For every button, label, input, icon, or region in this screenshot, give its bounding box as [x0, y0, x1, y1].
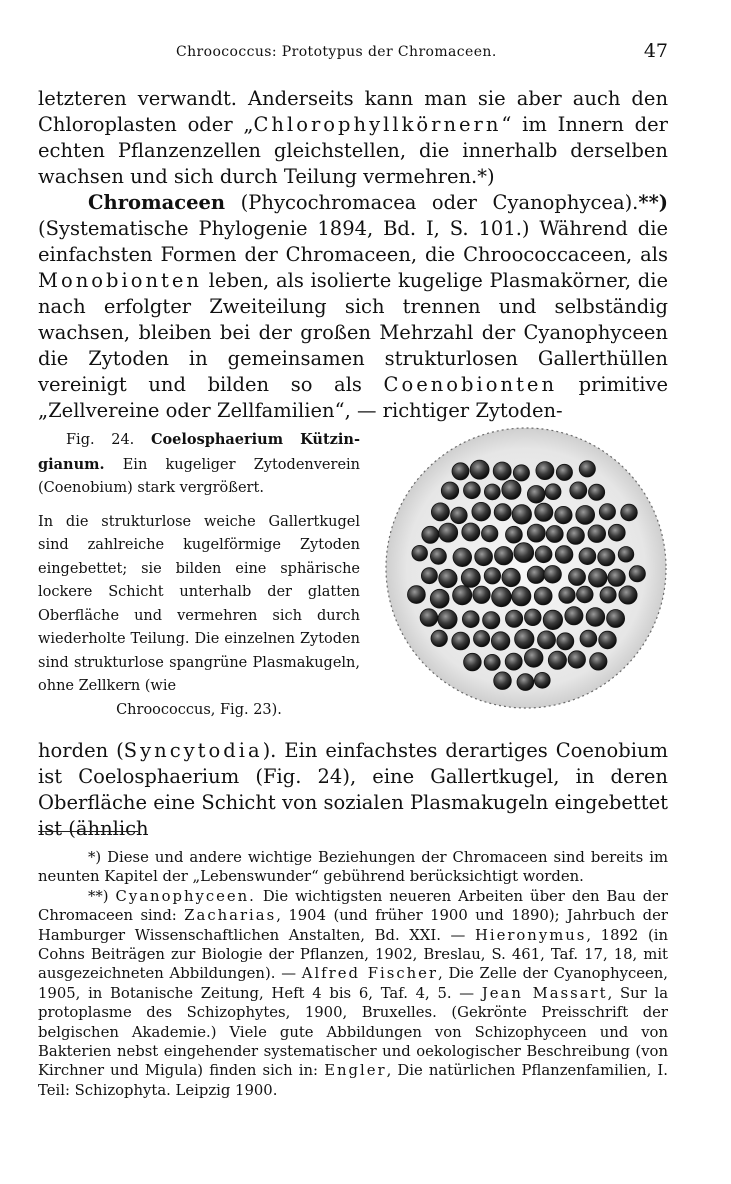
p2-spaced-b: Coenobionten	[383, 373, 557, 396]
cytode-cell	[431, 503, 449, 521]
p2-bold-b: **)	[638, 191, 668, 214]
fn2-spaced-b: Zacharias	[184, 907, 277, 925]
cytode-cell	[544, 566, 562, 584]
fn2-e: , Sur la protoplasme des Schizophytes, 1900, Bruxelles. (Gekrönte Preisschrift der belgischen Akademie.) Viele gute Abbildungen von Schizophyceen und von Bakterien nebst eingehender systematischer und oekologischer Beschreibung (von Kirchner und Migula) finden sich in:	[38, 984, 669, 1080]
cytode-cell	[576, 506, 595, 525]
cytode-cell	[621, 504, 638, 521]
cytode-cell	[494, 504, 511, 521]
cytode-cell	[452, 463, 469, 480]
cytode-cell	[600, 587, 616, 603]
cytode-cell	[494, 672, 512, 690]
cytode-cell	[618, 547, 634, 563]
cytode-cell	[567, 527, 584, 544]
cytode-cell	[619, 586, 637, 604]
cytode-cell	[570, 482, 587, 499]
cytode-cell	[607, 610, 625, 628]
cytode-cell	[474, 631, 490, 647]
coelosphaerium-figure	[378, 420, 678, 720]
cytode-cell	[495, 547, 513, 565]
cytode-cell	[439, 569, 457, 587]
fn2-a: Die wichtigsten neueren Arbeiten über den Bau der Chromaceen sind:	[38, 887, 668, 925]
cytode-cell	[517, 674, 534, 691]
p2-text-c: leben, als isolierte kugelige Plasmakörner, die nach erfolgter Zweiteilung sich trennen und selbständig wachsen, bleiben bei der großen Mehrzahl der Cyanophyceen die Zytoden in gemeinsamen strukturlosen Gallerthüllen vereinigt und bilden so als	[38, 269, 668, 396]
p2-text-a: (Phycochromacea oder Cyanophycea).	[225, 191, 639, 214]
cytode-cell	[464, 653, 482, 671]
cytode-cell	[590, 653, 607, 670]
cytode-cell	[475, 548, 493, 566]
cytode-cell	[569, 569, 586, 586]
cytode-cell	[491, 632, 509, 650]
fn2-spaced-f: Engler	[324, 1062, 387, 1080]
cytode-cell	[473, 586, 490, 603]
cytode-cell	[430, 589, 449, 608]
cytode-cell	[534, 672, 550, 688]
coelosphaerium-illustration	[378, 420, 678, 720]
cytode-cell	[422, 526, 439, 543]
cytode-cell	[534, 587, 552, 605]
cytode-cell	[514, 543, 534, 563]
cytode-cell	[502, 480, 521, 499]
p3-spaced-a: Syncytodia	[123, 739, 263, 762]
cytode-cell	[451, 507, 468, 524]
cytode-cell	[431, 630, 447, 646]
fn2-spaced-a: Cyanophyceen.	[115, 887, 256, 905]
cytode-cell	[515, 629, 534, 648]
cytode-cell	[538, 631, 556, 649]
cytode-cell	[483, 612, 500, 629]
cytode-cell	[559, 587, 575, 603]
fn2-spaced-d: Alfred Fischer	[301, 965, 438, 983]
cytode-cell	[484, 568, 500, 584]
cytode-cell	[586, 608, 605, 627]
fn2-mark: **)	[88, 887, 116, 905]
cytode-cell	[545, 484, 561, 500]
cytode-cell	[453, 548, 472, 567]
cytode-cell	[589, 569, 608, 588]
p1-spaced-a: Chlorophyllkörnern	[253, 113, 502, 136]
page-header	[38, 40, 668, 68]
fn2-c: , 1892 (in Cohns Beiträgen zur Biologie der Pflanzen, 1902, Breslau, S. 461, Taf. 17, 18, mit ausgezeichneten Abbildungen). —	[38, 926, 668, 983]
cytode-cell	[493, 462, 511, 480]
cytode-cell	[462, 611, 479, 628]
cytode-cell	[536, 462, 554, 480]
cytode-cell	[512, 505, 531, 524]
caption-title: Coelosphaerium Kützingianum.	[38, 431, 360, 473]
cytode-cell	[589, 484, 605, 500]
cytode-cell	[439, 523, 458, 542]
caption-last: Chroococcus, Fig. 23).	[116, 701, 282, 718]
cytode-cell	[598, 549, 615, 566]
cytode-cell	[461, 568, 480, 587]
cytode-cell	[502, 568, 520, 586]
cytode-cell	[556, 464, 572, 480]
cytode-cell	[472, 502, 491, 521]
cytode-cell	[543, 610, 562, 629]
cytode-cell	[524, 649, 543, 668]
fn2-d: , Die Zelle der Cyanophyceen, 1905, in Botanische Zeitung, Heft 4 bis 6, Taf. 4, 5. —	[38, 965, 668, 1002]
cytode-cell	[408, 586, 426, 604]
p2-spaced-a: Monobionten	[38, 269, 202, 292]
caption-sub: Ein kugeliger Zytodenverein (Coenobium) stark vergrößert.	[38, 456, 360, 496]
p3-text-a: horden (	[38, 739, 124, 762]
caption-label: Fig. 24.	[66, 432, 135, 448]
fn2-spaced-e: Jean Massart	[481, 984, 608, 1002]
cytode-cell	[599, 504, 615, 520]
cytode-cell	[513, 465, 529, 481]
cytode-cell	[512, 587, 531, 606]
cytode-cell	[580, 630, 597, 647]
p3-text-b: ). Ein einfachstes derartiges Coenobium ist Coelosphaerium (Fig. 24), eine Gallertkugel, in deren Oberfläche eine Schicht von sozialen Plasmakugeln eingebettet ist (ähnlich	[38, 739, 668, 840]
cytode-cell	[535, 503, 553, 521]
cytode-cell	[525, 609, 542, 626]
p2-bold-a: Chromaceen	[88, 191, 226, 214]
cytode-cell	[535, 546, 552, 563]
cytode-cell	[577, 586, 594, 603]
p1-text-a: letzteren verwandt. Anderseits kann man sie aber auch den Chloroplasten oder „	[38, 87, 668, 136]
running-head: Chroococcus: Prototypus der Chromaceen.	[176, 44, 497, 60]
paragraph-2	[38, 190, 668, 424]
cytode-cell	[568, 651, 585, 668]
p2-text-d: primitive „Zellvereine oder Zellfamilien“, — richtiger Zytoden-	[38, 373, 668, 422]
fn2-b: , 1904 (und früher 1900 und 1890); Jahrbuch der Hamburger Wissenschaftlichen Anstalten, Bd. XXI. —	[38, 907, 668, 944]
fn2-f: , Die natürlichen Pflanzenfamilien, I. Teil: Schizophyta. Leipzig 1900.	[38, 1062, 668, 1099]
footnote-1: *) Diese und andere wichtige Beziehungen der Chromaceen sind bereits im neunten Kapitel der „Lebenswunder“ gebührend berücksichtigt worden.	[38, 849, 668, 886]
cytode-cell	[608, 524, 625, 541]
cytode-cell	[484, 654, 500, 670]
cytode-cell	[579, 548, 596, 565]
cytode-cell	[608, 569, 625, 586]
cytode-cell	[412, 545, 428, 561]
cytode-cell	[579, 461, 595, 477]
cytode-cell	[588, 525, 606, 543]
cytode-cell	[599, 631, 617, 649]
cytode-cell	[505, 653, 522, 670]
paragraph-1	[38, 86, 668, 190]
cytode-cell	[420, 609, 438, 627]
cytode-cell	[430, 548, 446, 564]
paragraph-3	[38, 738, 668, 842]
cytode-cell	[527, 566, 544, 583]
fn2-spaced-c: Hieronymus	[474, 926, 587, 944]
cytode-cell	[482, 525, 498, 541]
cytode-cell	[527, 524, 545, 542]
cytode-cell	[506, 526, 523, 543]
cytode-cell	[452, 632, 470, 650]
cytode-cell	[629, 566, 645, 582]
figure-caption	[38, 428, 360, 722]
cytode-cell	[464, 482, 481, 499]
caption-body: In die strukturlose weiche Gallertkugel sind zahlreiche kugelförmige Zytoden eingebettet; sie bilden eine sphärische lockere Schicht unterhalb der glatten Oberfläche und vermehren sich durch wiederholte Teilung. Die einzelnen Zytoden sind strukturlose spangrüne Plasmakugeln, ohne Zellkern (wie	[38, 513, 360, 694]
cytode-cell	[441, 482, 458, 499]
cytode-cell	[470, 460, 489, 479]
cytode-cell	[462, 523, 480, 541]
p2-text-b: (Systematische Phylogenie 1894, Bd. I, S. 101.) Während die einfachsten Formen der Chromaceen, die Chroococcaceen, als	[38, 217, 668, 266]
cytode-cell	[492, 587, 512, 607]
cytode-cell	[546, 526, 563, 543]
cytode-cell	[453, 586, 472, 605]
cytode-cell	[506, 610, 523, 627]
cytode-cell	[527, 486, 545, 504]
footnote-rule	[38, 831, 138, 832]
footnotes	[38, 848, 668, 1100]
cytode-cell	[548, 651, 566, 669]
caption-head	[38, 428, 360, 501]
footnote-2	[38, 887, 668, 1100]
cytode-cell	[555, 506, 572, 523]
cytode-cell	[484, 484, 500, 500]
page-number: 47	[643, 40, 668, 62]
p1-text-b: “ im Innern der echten Pflanzenzellen gleichstellen, die innerhalb derselben wachsen und sich durch Teilung vermehren.*)	[38, 113, 668, 188]
cytode-cell	[565, 607, 583, 625]
cytode-cell	[438, 610, 457, 629]
cytode-cell	[557, 633, 574, 650]
cytode-cell	[421, 568, 437, 584]
cytode-cell	[555, 546, 573, 564]
